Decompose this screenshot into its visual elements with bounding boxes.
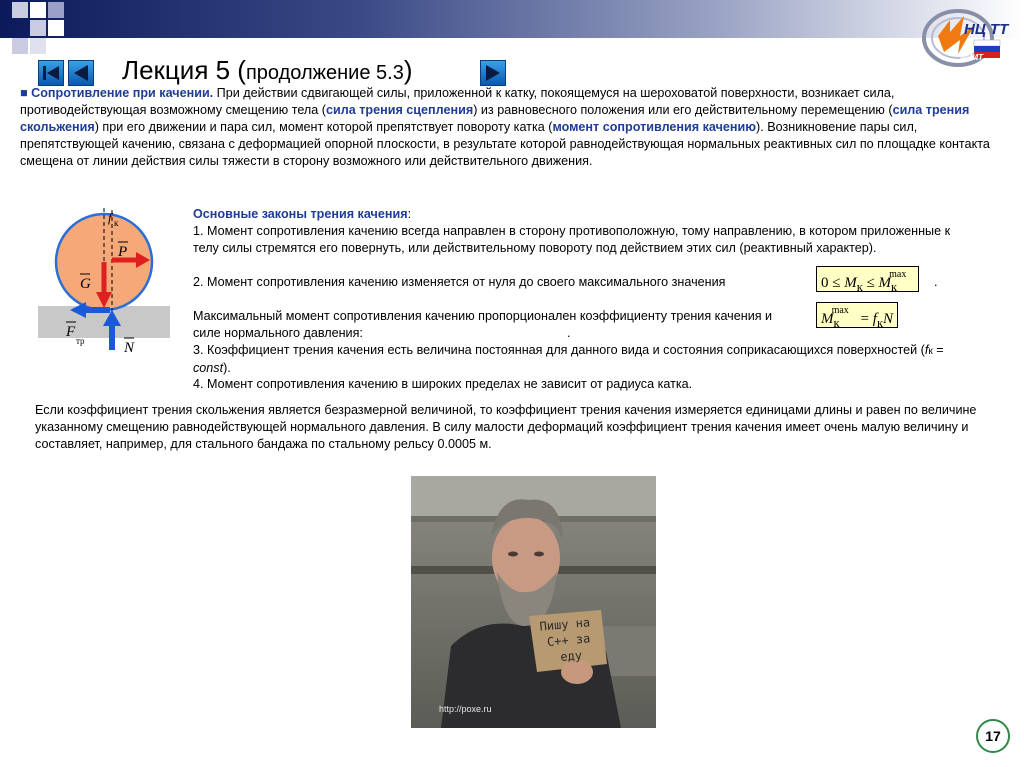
hand — [561, 660, 593, 684]
law-1: 1. Момент сопротивления качению всегда направлен в сторону противоположную, тому направлению, в котором приложенные к телу силы стремятся его повернуть, или действительному повороту под действием этих сил (реактивный характер). — [193, 224, 951, 255]
svg-text:P: P — [118, 244, 128, 260]
rolling-friction-diagram — [30, 200, 180, 360]
svg-text:к: к — [114, 218, 119, 228]
next-slide-button[interactable] — [480, 60, 506, 86]
intro-paragraph: ■ Сопротивление при качении. При действии сдвигающей силы, приложенной к катку, покоящемуся на шероховатой поверхности, возникает сила, противодействующая возможному смещению тела (сила трения сцепления) из равновесного положения или его действительному перемещению (сила трения скольжения) при его движении и пара сил, момент которой препятствует повороту катка (момент сопротивления качению). Возникновение пары сил, препятствующей качению, связана с деформацией опорной плоскости, в результате которой равнодействующая нормальных реактивных сил по площадке контакта смещена от линии действия силы тяжести в сторону возможного или действительного движения. — [20, 86, 990, 168]
header-bar — [0, 0, 1024, 38]
law-3: 3. Коэффициент трения качения есть величина постоянная для данного вида и состояния соприкасающихся поверхностей (fк = const). — [193, 343, 944, 375]
decor-square — [12, 38, 28, 54]
laws-heading: Основные законы трения качения: — [193, 207, 412, 221]
svg-text:Пишу на: Пишу на — [539, 615, 591, 634]
svg-text:МИИТ: МИИТ — [960, 53, 984, 62]
slide-subtitle: продолжение 5.3 — [245, 62, 404, 84]
decor-square — [30, 2, 46, 18]
decor-square — [30, 38, 46, 54]
svg-text:F: F — [66, 324, 76, 340]
law-4: 4. Момент сопротивления качению в широких пределах не зависит от радиуса катка. — [193, 377, 693, 391]
law-2: 2. Момент сопротивления качению изменяется от нуля до своего максимального значения — [193, 275, 726, 289]
svg-text:тр: тр — [76, 336, 85, 346]
slide-title: Лекция 5 (продолжение 5.3) — [122, 55, 413, 85]
svg-text:N: N — [124, 340, 135, 356]
formula-moment-range: $0 \le M_к \le M_к^{max}$ — [816, 266, 919, 292]
max-moment-text: Максимальный момент сопротивления качению пропорционален коэффициенту трения качения и силе нормального давления: — [193, 309, 773, 340]
page-number: 17 — [976, 719, 1010, 753]
svg-text:G: G — [80, 276, 91, 292]
law-2-end: . — [934, 275, 938, 289]
max-moment-end: . — [567, 326, 571, 340]
previous-slide-button[interactable] — [68, 60, 94, 86]
logo-icon — [920, 8, 1009, 68]
decor-square — [48, 20, 64, 36]
svg-text:С++ за: С++ за — [546, 631, 591, 650]
decor-square — [48, 2, 64, 18]
decor-square — [12, 2, 28, 18]
photo — [411, 476, 656, 728]
arrow-left-icon — [69, 61, 93, 85]
svg-text:НЦ ТТ: НЦ ТТ — [964, 21, 1009, 38]
photo-credit: http://poxe.ru — [439, 704, 492, 714]
svg-text:f: f — [108, 210, 112, 225]
formula-max-moment: $M_к^{max} = f_кN$ — [816, 302, 898, 328]
svg-text:еду: еду — [559, 648, 583, 664]
first-slide-button[interactable] — [38, 60, 64, 86]
man-with-sign-image — [411, 476, 656, 728]
decor-square — [30, 20, 46, 36]
outro-paragraph: Если коэффициент трения скольжения является безразмерной величиной, то коэффициент трения качения измеряется единицами длины и равен по величине указанному смещению равнодействующей нормального давления. В силу малости деформаций коэффициент трения качения имеет очень малую величину и составляет, например, для стального бандажа по стальному рельсу 0.0005 м. — [35, 403, 977, 451]
section-heading: ■ Сопротивление при качении. — [20, 86, 214, 100]
arrow-right-icon — [481, 61, 505, 85]
skip-back-icon — [39, 61, 63, 85]
